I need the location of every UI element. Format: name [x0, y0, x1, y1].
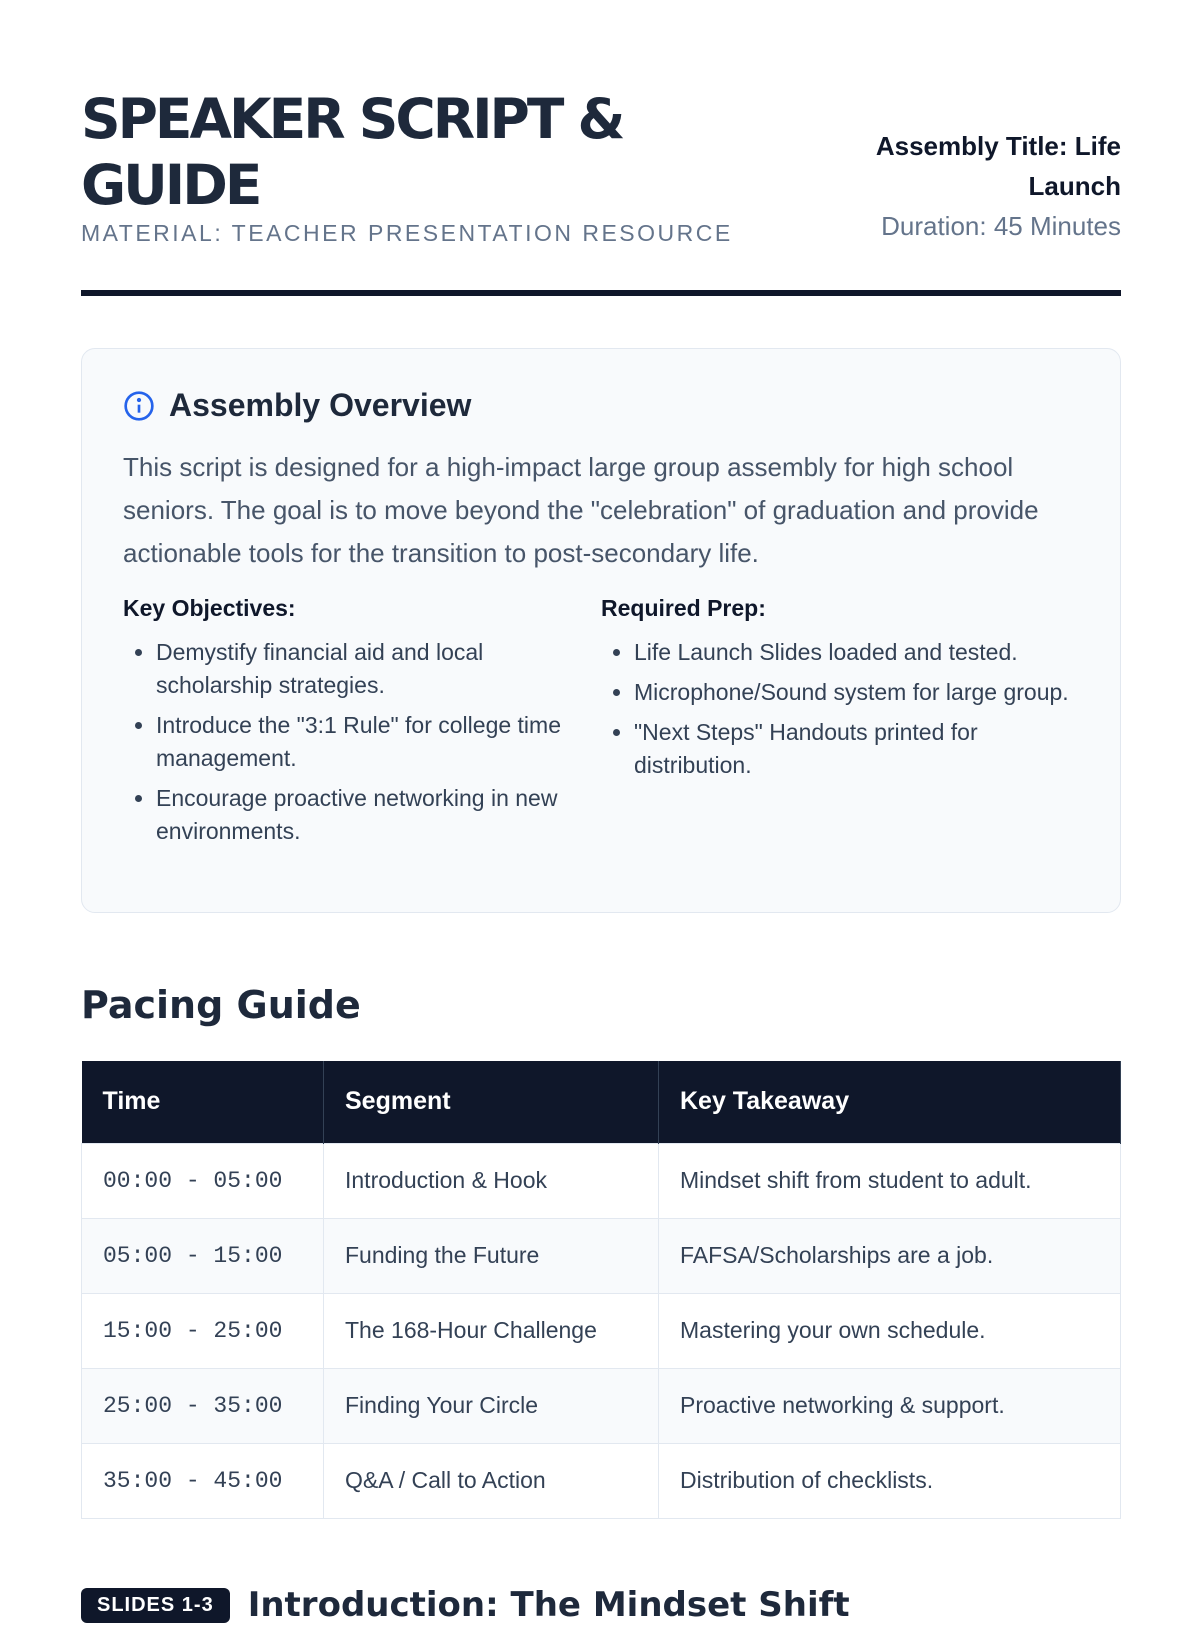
- takeaway-cell: Proactive networking & support.: [659, 1368, 1121, 1443]
- objectives-heading: Key Objectives:: [123, 595, 296, 621]
- document-header: [81, 86, 1121, 296]
- page-title: SPEAKER SCRIPT & GUIDE: [81, 87, 623, 217]
- info-icon: [123, 390, 155, 422]
- table-row: [82, 1368, 1121, 1443]
- section-header: [81, 1585, 850, 1625]
- pacing-guide-heading: Pacing Guide: [81, 983, 361, 1027]
- time-cell: 25:00 - 35:00: [82, 1368, 324, 1443]
- segment-cell: Introduction & Hook: [324, 1143, 659, 1218]
- list-item: • "Next Steps" Handouts printed for distribution.: [634, 716, 1079, 782]
- assembly-title: Assembly Title: Life Launch: [875, 131, 1121, 201]
- assembly-meta: [821, 126, 1121, 246]
- time-cell: 05:00 - 15:00: [82, 1218, 324, 1293]
- time-cell: 15:00 - 25:00: [82, 1293, 324, 1368]
- takeaway-cell: Distribution of checklists.: [659, 1443, 1121, 1518]
- list-item: • Encourage proactive networking in new environments.: [156, 782, 601, 848]
- list-item: • Introduce the "3:1 Rule" for college time management.: [156, 709, 601, 775]
- list-item: • Life Launch Slides loaded and tested.: [634, 636, 1079, 669]
- segment-cell: The 168-Hour Challenge: [324, 1293, 659, 1368]
- list-item: • Microphone/Sound system for large group.: [634, 676, 1079, 709]
- list-item: • Demystify financial aid and local scholarship strategies.: [156, 636, 601, 702]
- time-cell: 00:00 - 05:00: [82, 1143, 324, 1218]
- slides-badge: SLIDES 1-3: [81, 1588, 230, 1623]
- key-objectives: [123, 595, 601, 855]
- page-subtitle: MATERIAL: TEACHER PRESENTATION RESOURCE: [81, 220, 733, 246]
- segment-cell: Q&A / Call to Action: [324, 1443, 659, 1518]
- takeaway-cell: Mastering your own schedule.: [659, 1293, 1121, 1368]
- table-row: [82, 1443, 1121, 1518]
- overview-text: This script is designed for a high-impact large group assembly for high school seniors. The goal is to move beyond the "celebration" of graduation and provide actionable tools for the transition to post-secondary life.: [123, 452, 1039, 568]
- time-cell: 35:00 - 45:00: [82, 1443, 324, 1518]
- takeaway-cell: FAFSA/Scholarships are a job.: [659, 1218, 1121, 1293]
- segment-cell: Funding the Future: [324, 1218, 659, 1293]
- prep-heading: Required Prep:: [601, 595, 766, 621]
- column-header: Segment: [324, 1061, 659, 1143]
- table-row: [82, 1293, 1121, 1368]
- table-row: [82, 1218, 1121, 1293]
- table-row: [82, 1143, 1121, 1218]
- column-header: Key Takeaway: [659, 1061, 1121, 1143]
- duration: Duration: 45 Minutes: [881, 211, 1121, 241]
- overview-heading: Assembly Overview: [169, 387, 472, 423]
- required-prep: [601, 595, 1079, 855]
- assembly-overview-card: [81, 348, 1121, 913]
- segment-cell: Finding Your Circle: [324, 1368, 659, 1443]
- section-heading: Introduction: The Mindset Shift: [247, 1585, 850, 1625]
- column-header: Time: [82, 1061, 324, 1143]
- takeaway-cell: Mindset shift from student to adult.: [659, 1143, 1121, 1218]
- pacing-table: [81, 1061, 1121, 1519]
